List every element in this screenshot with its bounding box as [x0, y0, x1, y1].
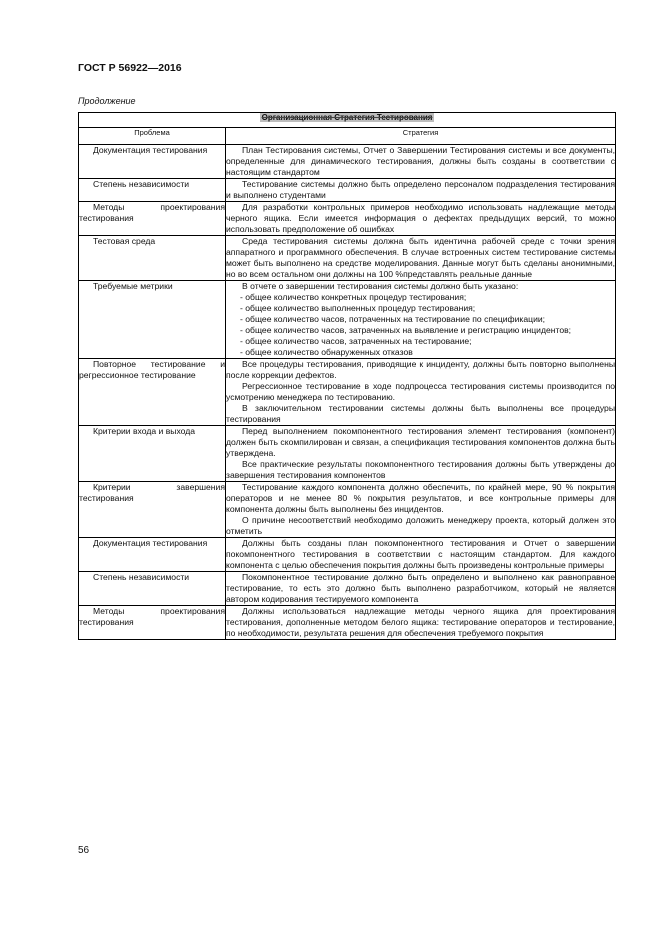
- continuation-label: Продолжение: [78, 96, 136, 106]
- problem-text: Критерии завершения тестирования: [79, 482, 225, 503]
- strategy-paragraph: В заключительном тестировании системы должны быть выполнены все процедуры тестирования: [226, 403, 616, 424]
- strategy-paragraph: - общее количество обнаруженных отказов: [240, 347, 413, 357]
- table-caption-row: [79, 113, 616, 128]
- problem-text: Методы проектирования тестирования: [79, 202, 225, 223]
- strategy-paragraph: Все практические результаты покомпонентного тестирования должны быть утверждены до завершения тестирования компонентов: [226, 459, 616, 480]
- problem-cell: [79, 359, 226, 426]
- problem-text: Тестовая среда: [93, 236, 156, 246]
- problem-cell: [79, 482, 226, 538]
- problem-cell: [79, 572, 226, 606]
- strategy-paragraph: - общее количество часов, затраченных на тестирование;: [240, 336, 472, 346]
- strategy-cell: [226, 202, 616, 236]
- problem-cell: [79, 202, 226, 236]
- table-row: [79, 281, 616, 359]
- problem-text: Документация тестирования: [93, 145, 208, 155]
- table-row: [79, 202, 616, 236]
- problem-text: Документация тестирования: [93, 538, 208, 548]
- table-row: [79, 145, 616, 179]
- table-row: [79, 538, 616, 572]
- problem-cell: [79, 281, 226, 359]
- table-caption: Организационная Стратегия Тестирования: [261, 113, 433, 122]
- strategy-paragraph: Тестирование системы должно быть определено персоналом подразделения тестирования и выполнено студентами: [226, 179, 616, 200]
- page-number: 56: [78, 845, 90, 856]
- strategy-paragraph: Среда тестирования системы должна быть идентична рабочей среде с точки зрения аппаратного и программного обеспечения. В случае встроенных систем тестирование системы может быть выполнено на средстве моделирования. Данные могут быть сделаны анонимными, но во всем остальном они должны на 100 %представлять реальные данные: [226, 236, 616, 279]
- strategy-table: [78, 112, 616, 640]
- strategy-cell: [226, 281, 616, 359]
- strategy-paragraph: Должны быть созданы план покомпонентного тестирования и Отчет о завершении покомпонентного тестирования в соответствии с настоящим стандартом. Для каждого компонента с целью обеспечения покрытия должны быть произведены контрольные примеры: [226, 538, 616, 570]
- table-row: [79, 606, 616, 640]
- strategy-cell: [226, 482, 616, 538]
- column-header-strategy: Стратегия: [226, 128, 616, 145]
- strategy-paragraph: Тестирование каждого компонента должно обеспечить, по крайней мере, 90 % покрытия операторов и не менее 80 % покрытия результатов, и все контрольные примеры для компонента должны быть выполнены без инцидентов.: [226, 482, 616, 514]
- table-row: [79, 572, 616, 606]
- document-header: ГОСТ Р 56922—2016: [78, 62, 182, 74]
- problem-cell: [79, 606, 226, 640]
- strategy-cell: [226, 606, 616, 640]
- strategy-paragraph: - общее количество часов, затраченных на выявление и регистрацию инцидентов;: [240, 325, 572, 335]
- strategy-cell: [226, 359, 616, 426]
- table-row: [79, 482, 616, 538]
- problem-text: Требуемые метрики: [93, 281, 173, 291]
- strategy-paragraph: Регрессионное тестирование в ходе подпроцесса тестирования системы производится по усмотрению менеджера по тестированию.: [226, 381, 616, 402]
- problem-text: Критерии входа и выхода: [93, 426, 196, 436]
- strategy-paragraph: План Тестирования системы, Отчет о Завершении Тестирования системы и все документы, определенные для динамического тестирования, должны быть созданы в соответствии с настоящим стандартом: [226, 145, 616, 177]
- strategy-paragraph: О причине несоответствий необходимо доложить менеджеру проекта, который должен это отметить: [226, 515, 616, 536]
- problem-text: Степень независимости: [93, 572, 190, 582]
- problem-cell: [79, 236, 226, 281]
- table-body: [79, 145, 616, 640]
- problem-cell: [79, 426, 226, 482]
- strategy-paragraph: Для разработки контрольных примеров необходимо использовать надлежащие методы черного ящика. Если имеется информация о дефектах предыдущих версий, то можно использовать предположение об ошибках: [226, 202, 616, 234]
- strategy-cell: [226, 426, 616, 482]
- strategy-cell: [226, 179, 616, 202]
- table-header-row: [79, 128, 616, 145]
- strategy-paragraph: Перед выполнением покомпонентного тестирования элемент тестирования (компонент) должен быть скомпилирован и связан, а спецификация тестирования компонентов должна быть утверждена.: [226, 426, 616, 458]
- problem-text: Методы проектирования тестирования: [79, 606, 225, 627]
- strategy-paragraph: В отчете о завершении тестирования системы должно быть указано:: [242, 281, 519, 291]
- column-header-problem: Проблема: [79, 128, 226, 145]
- problem-cell: [79, 538, 226, 572]
- strategy-paragraph: - общее количество конкретных процедур тестирования;: [240, 292, 467, 302]
- strategy-paragraph: - общее количество выполненных процедур тестирования;: [240, 303, 476, 313]
- strategy-paragraph: Все процедуры тестирования, приводящие к инциденту, должны быть повторно выполнены после коррекции дефектов.: [226, 359, 616, 380]
- table-row: [79, 426, 616, 482]
- problem-cell: [79, 179, 226, 202]
- strategy-cell: [226, 538, 616, 572]
- strategy-paragraph: - общее количество часов, потраченных на тестирование по спецификации;: [240, 314, 546, 324]
- strategy-paragraph: Покомпонентное тестирование должно быть определено и выполнено как равноправное тестирование, то есть это должно быть выполнено разработчиком, который не является автором кодирования тестируемого компонента: [226, 572, 616, 604]
- problem-cell: [79, 145, 226, 179]
- table-row: [79, 179, 616, 202]
- table-row: [79, 359, 616, 426]
- strategy-paragraph: Должны использоваться надлежащие методы черного ящика для проектирования тестирования, дополненные методом белого ящика: тестирование операторов и тестирование, по необходимости, результата решения для обеспечения требуемого покрытия: [226, 606, 616, 638]
- strategy-cell: [226, 236, 616, 281]
- strategy-cell: [226, 145, 616, 179]
- problem-text: Повторное тестирование и регрессионное тестирование: [79, 359, 225, 380]
- strategy-cell: [226, 572, 616, 606]
- problem-text: Степень независимости: [93, 179, 190, 189]
- table-row: [79, 236, 616, 281]
